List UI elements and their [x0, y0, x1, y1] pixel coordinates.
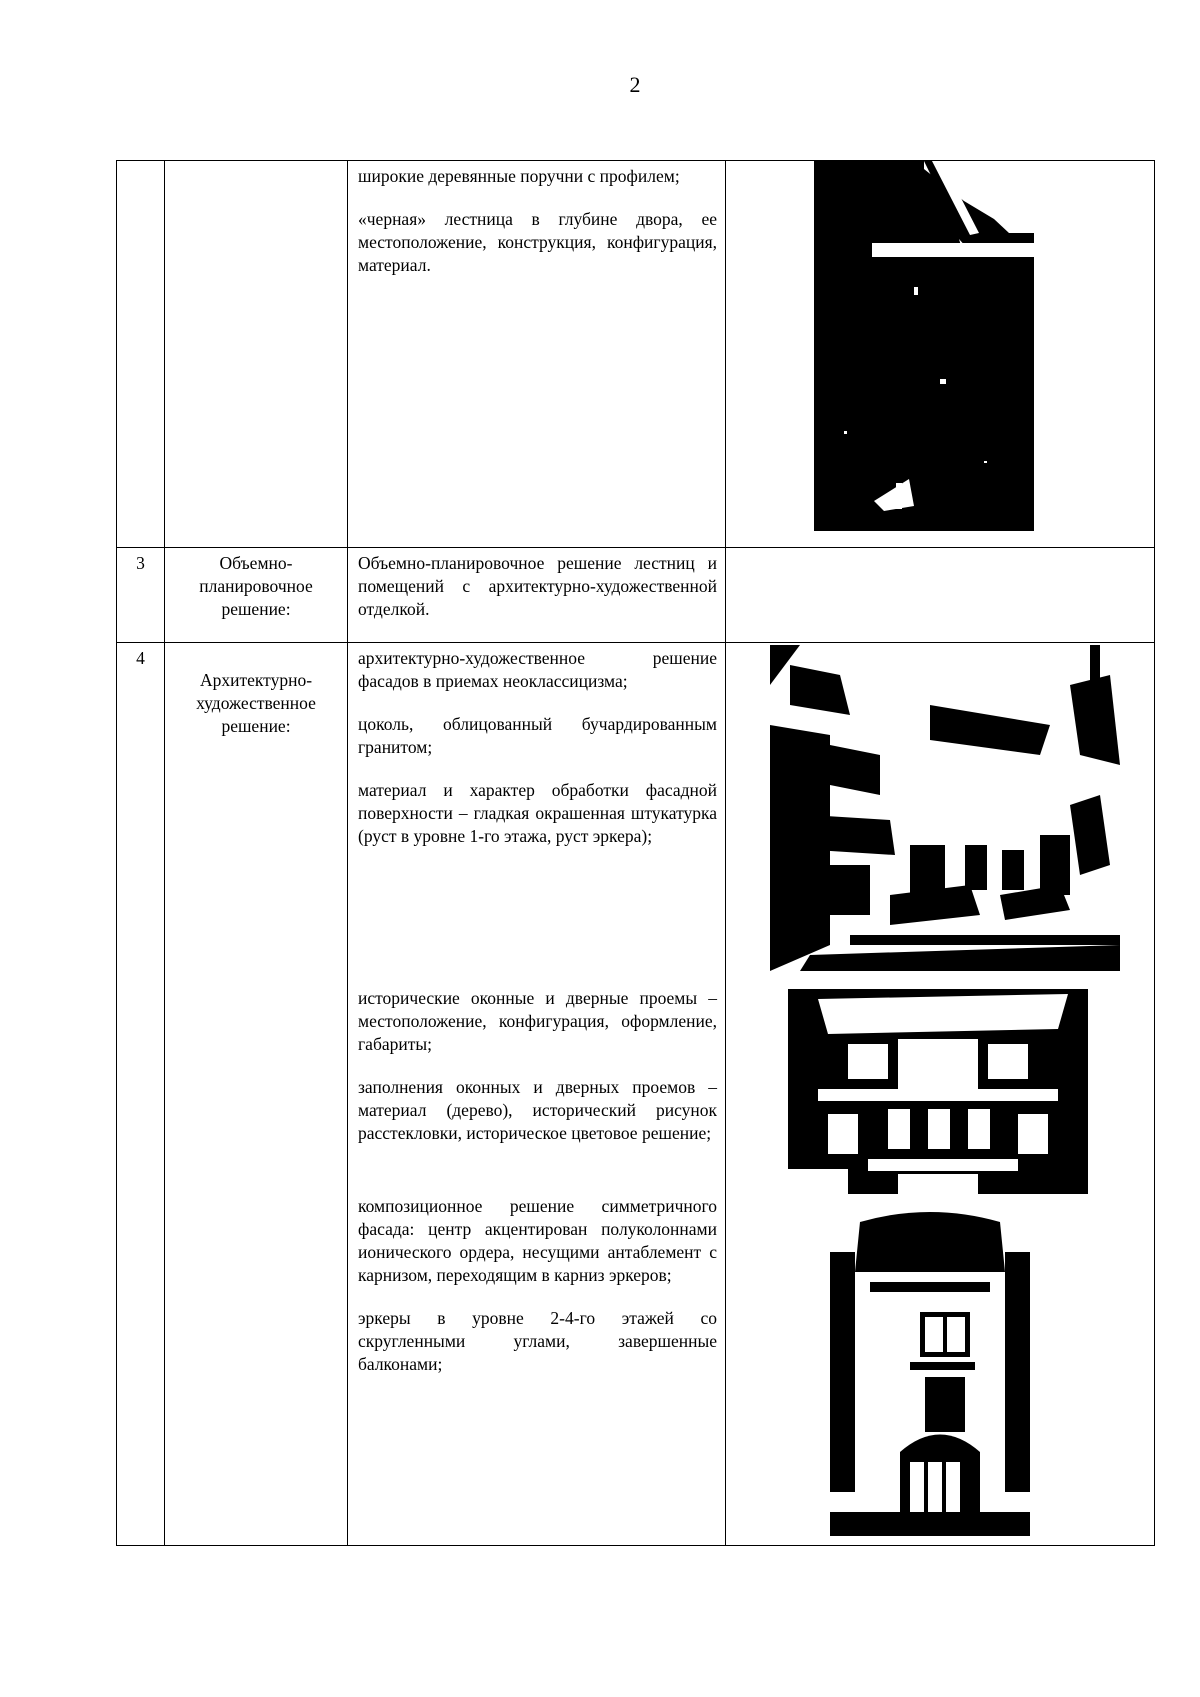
- page-number: 2: [629, 72, 641, 97]
- table-row: [117, 548, 1155, 643]
- row-description-cell: [348, 643, 726, 1546]
- description-paragraph: цоколь, облицованный бучардированным гранитом;: [358, 714, 717, 757]
- row-photo-cell: [726, 161, 1155, 548]
- description-paragraph: исторические оконные и дверные проемы – местоположение, конфигурация, оформление, габариты;: [358, 988, 717, 1054]
- row-label-cell: Объемно-планировочное решение:: [165, 548, 348, 643]
- row-photo-cell: [726, 643, 1155, 1546]
- facade-photo: [770, 645, 1120, 971]
- facade-windows-photo: [788, 989, 1088, 1194]
- description-paragraph: эркеры в уровне 2-4-го этажей со скругленными углами, завершенные балконами;: [358, 1308, 717, 1374]
- bay-window-photo: [830, 1212, 1030, 1536]
- table-row: [117, 643, 1155, 1546]
- table-row: [117, 161, 1155, 548]
- description-paragraph: широкие деревянные поручни с профилем;: [358, 166, 680, 186]
- row-label-cell: Архитектурно-художественное решение:: [165, 643, 348, 1546]
- row-number-cell: [117, 161, 165, 548]
- description-paragraph: композиционное решение симметричного фасада: центр акцентирован полуколоннами ионического ордера, несущими антаблемент с карнизом, переходящим в карниз эркеров;: [358, 1196, 717, 1285]
- row-number-cell: 4: [117, 643, 165, 1546]
- row-photo-cell: [726, 548, 1155, 643]
- description-paragraph: материал и характер обработки фасадной поверхности – гладкая окрашенная штукатурка (руст в уровне 1-го этажа, руст эркера);: [358, 780, 717, 846]
- row-description-cell: [348, 161, 726, 548]
- black-staircase-photo: [814, 161, 1034, 531]
- description-paragraph: Объемно-планировочное решение лестниц и помещений с архитектурно-художественной отделкой.: [358, 553, 717, 619]
- description-paragraph: архитектурно-художественное решение фасадов в приемах неоклассицизма;: [358, 648, 717, 691]
- description-paragraph: заполнения оконных и дверных проемов – материал (дерево), исторический рисунок расстекловки, историческое цветовое решение;: [358, 1077, 717, 1143]
- description-paragraph: «черная» лестница в глубине двора, ее местоположение, конструкция, конфигурация, материал.: [358, 209, 717, 275]
- row-number-cell: 3: [117, 548, 165, 643]
- row-description-cell: [348, 548, 726, 643]
- heritage-table: [116, 160, 1155, 1546]
- row-label-cell: [165, 161, 348, 548]
